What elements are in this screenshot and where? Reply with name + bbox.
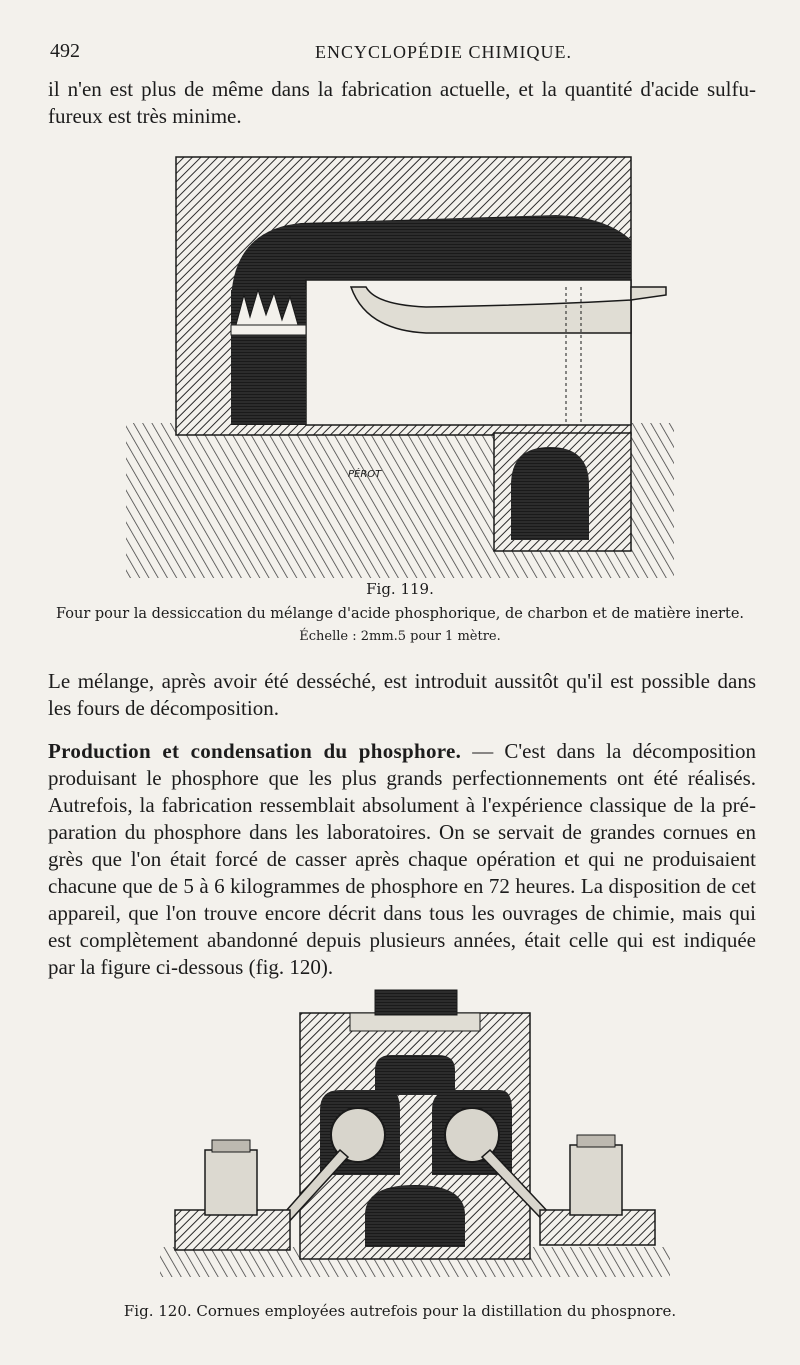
grate — [231, 325, 306, 335]
right-receiver-lid — [577, 1135, 615, 1147]
figure-119-drying-oven — [126, 155, 674, 580]
figure-119-label: Fig. 119. — [366, 580, 434, 598]
figure-120-caption: Fig. 120. Cornues employées autrefois pour la distillation du phospnore. — [123, 1302, 677, 1320]
upper-vault — [375, 1055, 455, 1095]
left-basin — [175, 1210, 290, 1250]
fire-arch — [365, 1185, 465, 1247]
right-receiver — [570, 1145, 622, 1215]
paragraph-drying: Le mélange, après avoir été desséché, est introduit aussitôt qu'il est possible dans les fours de décomposition. — [48, 669, 756, 720]
chimney-top — [375, 990, 457, 1015]
paragraph-continuation: il n'en est plus de même dans la fabrication actuelle, et la quantité d'acide sulfu- fureux est très minime. — [48, 77, 756, 128]
chimney-cap — [350, 1013, 480, 1031]
paragraph-production — [48, 738, 756, 981]
ash-pit-arch — [511, 447, 589, 540]
page-number: 492 — [50, 40, 80, 62]
left-receiver-lid — [212, 1140, 250, 1152]
left-receiver — [205, 1150, 257, 1215]
running-head — [50, 40, 740, 70]
figure-120-retort-furnace — [160, 985, 670, 1285]
figure-119-scale: Échelle : 2mm.5 pour 1 mètre. — [299, 629, 501, 644]
figure-119-caption: Four pour la dessiccation du mélange d'acide phosphorique, de charbon et de matière inerte. — [55, 606, 745, 622]
running-title: ENCYCLOPÉDIE CHIMIQUE. — [315, 42, 572, 62]
section-heading: Production et condensation du phosphore. — [48, 739, 462, 763]
engraver-signature: PÉROT — [348, 469, 382, 480]
section-body: — C'est dans la décomposition produisant le phosphore que les plus grands perfectionnements ont été réalisés. Autrefois, la fabrication ressemblait absolument à l'expérience classique de la pré- paration du phosphore dans les laboratoires. On se servait de grandes cornues en grès que l'on était forcé de casser après chaque opération et qui ne produisaient chacune que de 5 à 6 kilogrammes de phosphore en 72 heures. La disposition de cet appareil, que l'on trouve encore décrit dans tous les ouvrages de chimie, mais qui est complètement abandonné depuis plusieurs années, était celle qui est indiquée par la figure ci-dessous (fig. 120). — [48, 739, 757, 979]
